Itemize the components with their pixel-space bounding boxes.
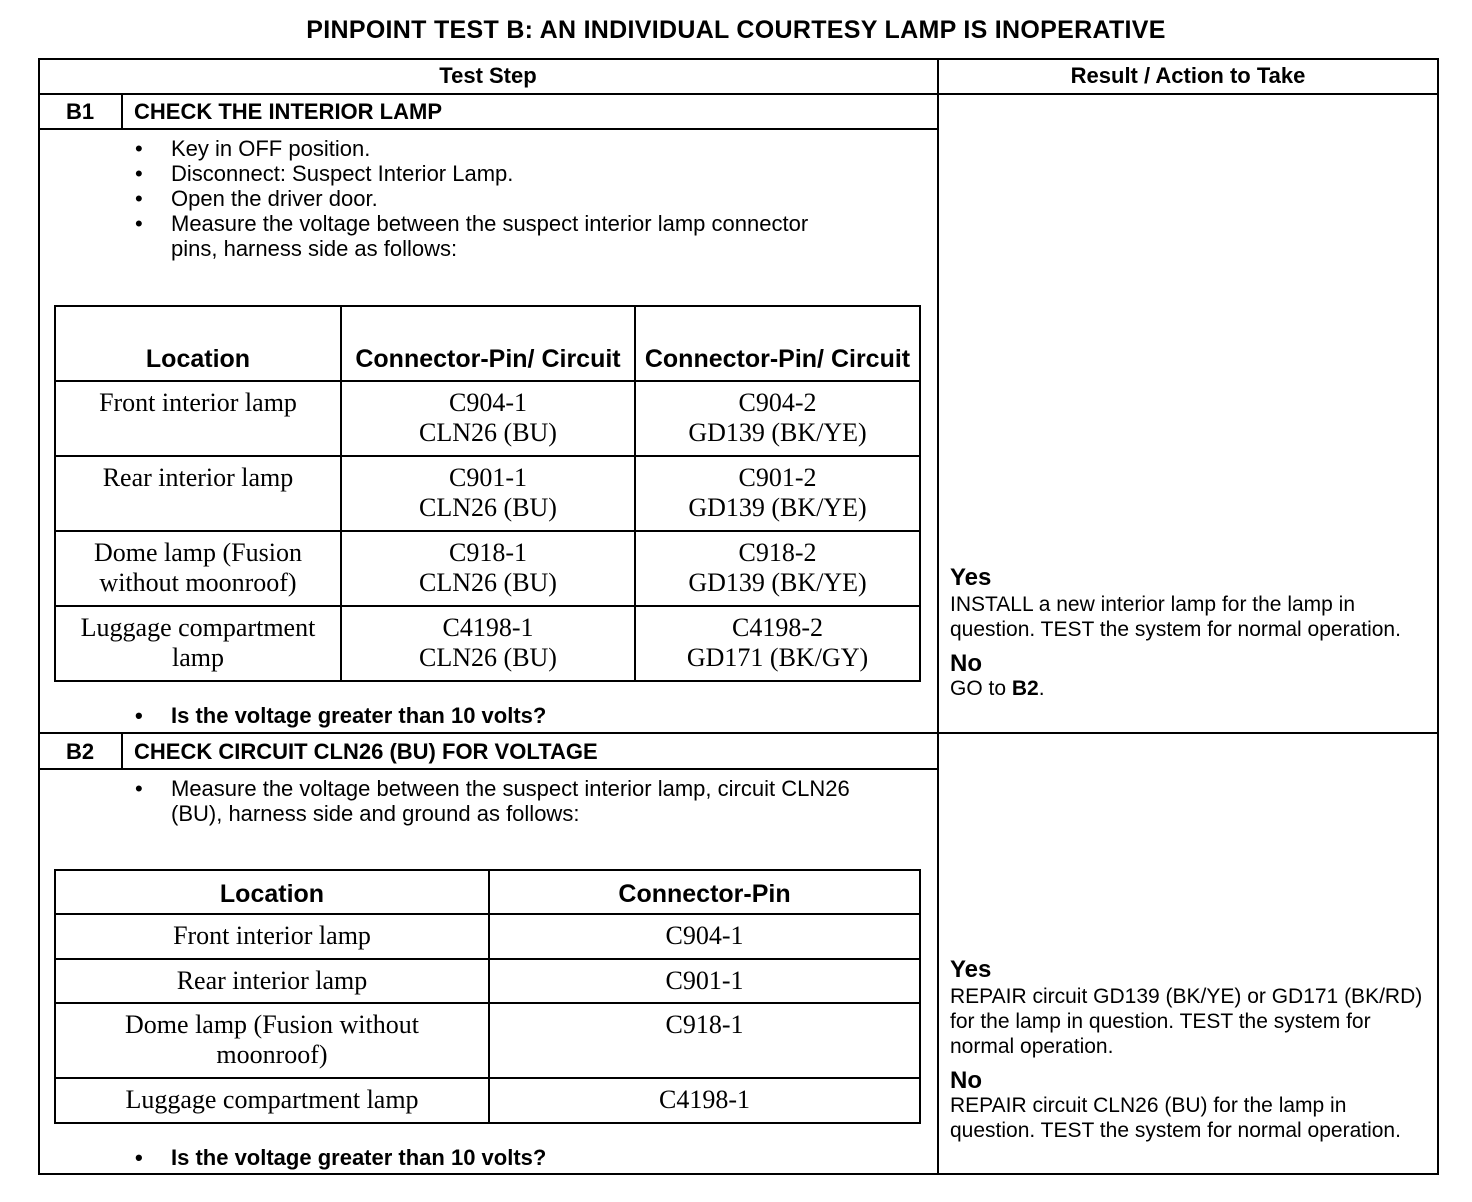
b2-question: • Is the voltage greater than 10 volts? <box>135 1145 915 1170</box>
yes-label: Yes <box>950 564 992 591</box>
col-header: Connector-Pin <box>489 870 920 914</box>
table-row: Dome lamp (Fusion without moonroof) C918-1 CLN26 (BU) C918-2 GD139 (BK/YE) <box>55 531 920 606</box>
step-title-b2: CHECK CIRCUIT CLN26 (BU) FOR VOLTAGE <box>134 739 598 764</box>
yes-action: REPAIR circuit GD139 (BK/YE) or GD171 (BK/RD) for the lamp in question. TEST the system for normal operation. <box>950 985 1423 1058</box>
table-row: Luggage compartment lamp C4198-1 CLN26 (BU) C4198-2 GD171 (BK/GY) <box>55 606 920 681</box>
col-header: Location <box>55 870 489 914</box>
b2-results <box>950 958 1430 1143</box>
bullet: • Measure the voltage between the suspect interior lamp, circuit CLN26 (BU), harness side and ground as follows: <box>135 776 885 826</box>
bullet: • Measure the voltage between the suspect interior lamp connector pins, harness side as follows: <box>135 211 825 261</box>
step-title-b1: CHECK THE INTERIOR LAMP <box>134 99 442 124</box>
step-id-b1: B1 <box>65 99 95 124</box>
bullet: • Open the driver door. <box>135 186 915 211</box>
no-action: GO to B2. <box>950 677 1045 700</box>
table-row: Front interior lamp C904-1 <box>55 914 920 959</box>
yes-action: INSTALL a new interior lamp for the lamp in question. TEST the system for normal operation. <box>950 593 1401 641</box>
col-header: Connector-Pin/ Circuit <box>635 306 920 381</box>
b2-connector-table <box>54 869 921 1124</box>
step-id-b2: B2 <box>65 739 95 764</box>
no-label: No <box>950 650 982 677</box>
header-test-step: Test Step <box>439 63 537 88</box>
yes-label: Yes <box>950 956 992 983</box>
bullet: • Disconnect: Suspect Interior Lamp. <box>135 161 915 186</box>
b1-instructions <box>135 136 915 261</box>
table-row: Rear interior lamp C901-1 <box>55 959 920 1003</box>
table-row: Front interior lamp C904-1 CLN26 (BU) C904-2 GD139 (BK/YE) <box>55 381 920 456</box>
table-row: Luggage compartment lamp C4198-1 <box>55 1078 920 1123</box>
b1-results <box>950 566 1430 701</box>
b2-instructions <box>135 776 915 826</box>
no-action: REPAIR circuit CLN26 (BU) for the lamp in question. TEST the system for normal operation. <box>950 1094 1401 1142</box>
bullet: • Key in OFF position. <box>135 136 915 161</box>
b1-connector-table <box>54 305 921 682</box>
col-header: Location <box>55 306 341 381</box>
table-row: Dome lamp (Fusion without moonroof) C918-1 <box>55 1003 920 1078</box>
col-header: Connector-Pin/ Circuit <box>341 306 635 381</box>
goto-b2-link[interactable]: B2 <box>1011 677 1039 700</box>
table-row: Rear interior lamp C901-1 CLN26 (BU) C901-2 GD139 (BK/YE) <box>55 456 920 531</box>
b1-question: • Is the voltage greater than 10 volts? <box>135 703 915 728</box>
page-title: PINPOINT TEST B: AN INDIVIDUAL COURTESY LAMP IS INOPERATIVE <box>306 16 1166 44</box>
header-result: Result / Action to Take <box>1070 63 1306 88</box>
no-label: No <box>950 1067 982 1094</box>
